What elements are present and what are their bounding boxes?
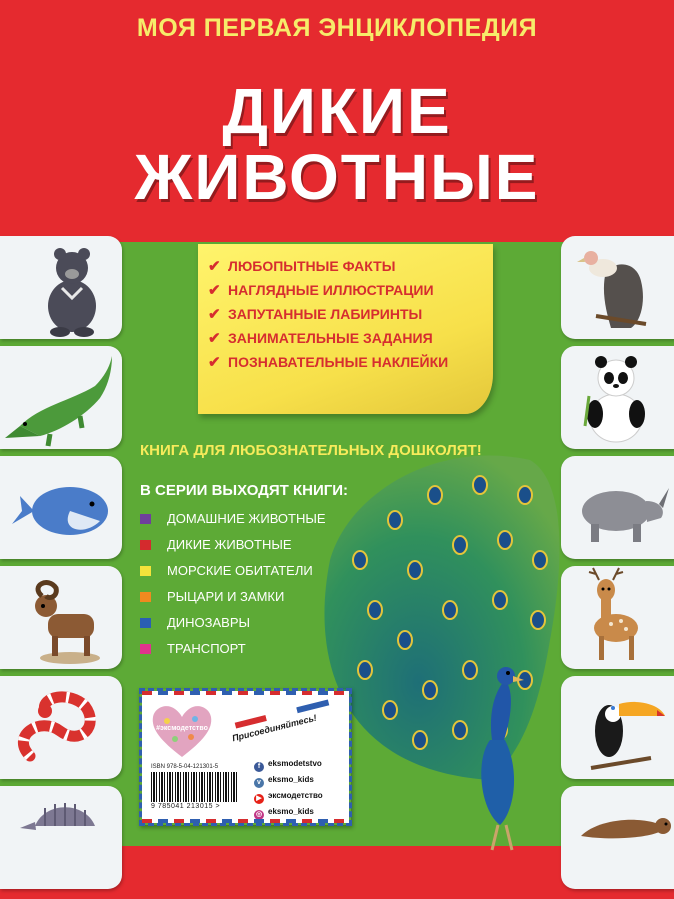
postcard-info — [139, 688, 352, 826]
animal-card-ferret — [561, 786, 674, 889]
tagline: КНИГА ДЛЯ ЛЮБОЗНАТЕЛЬНЫХ ДОШКОЛЯТ! — [140, 442, 482, 459]
checkmark-icon: ✔ — [208, 282, 221, 299]
bullet-square-icon — [140, 644, 151, 654]
goat-icon — [0, 566, 122, 669]
animal-card-rhino — [561, 456, 674, 559]
deer-icon — [561, 566, 674, 669]
animal-card-snake — [0, 676, 122, 779]
toucan-icon — [561, 676, 674, 779]
book-title-line2: ЖИВОТНЫЕ — [134, 141, 540, 213]
animal-card-toucan — [561, 676, 674, 779]
whale-icon — [0, 456, 122, 559]
series-book-item: ДИНОЗАВРЫ — [140, 610, 326, 636]
bullet-square-icon — [140, 566, 151, 576]
feature-item: ✔ ЛЮБОПЫТНЫЕ ФАКТЫ — [208, 254, 493, 278]
social-links — [254, 756, 323, 820]
animal-card-crocodile — [0, 346, 122, 449]
social-item-facebook[interactable]: f eksmodetstvo — [254, 756, 323, 772]
isbn-text: ISBN 978-5-04-121301-5 — [151, 764, 219, 770]
animal-card-deer — [561, 566, 674, 669]
armadillo-icon — [0, 786, 122, 889]
features-note — [198, 244, 493, 414]
series-book-item: МОРСКИЕ ОБИТАТЕЛИ — [140, 558, 326, 584]
feature-item: ✔ ЗАПУТАННЫЕ ЛАБИРИНТЫ — [208, 302, 493, 326]
checkmark-icon: ✔ — [208, 258, 221, 275]
rhino-icon — [561, 456, 674, 559]
social-item-instagram[interactable]: ◎ eksmo_kids — [255, 807, 314, 818]
airmail-stripe — [142, 819, 349, 823]
checkmark-icon: ✔ — [208, 330, 221, 347]
youtube-icon: ▶ — [254, 794, 264, 804]
join-label: Присоединяйтесь! — [231, 712, 318, 744]
series-book-item: ДИКИЕ ЖИВОТНЫЕ — [140, 532, 326, 558]
animal-card-bear — [0, 236, 122, 339]
barcode-number: 9 785041 213015 > — [151, 803, 221, 810]
vulture-icon — [561, 236, 674, 339]
bear-icon — [0, 236, 122, 339]
hashtag-label: #эксмодетство — [156, 725, 208, 732]
barcode-icon — [151, 772, 237, 802]
crocodile-icon — [0, 346, 122, 449]
vk-icon: v — [254, 778, 264, 788]
facebook-icon: f — [254, 762, 264, 772]
social-item-youtube[interactable]: ▶ эксмодетство — [254, 788, 323, 804]
checkmark-icon: ✔ — [208, 306, 221, 323]
bullet-square-icon — [140, 592, 151, 602]
snake-icon — [0, 676, 122, 779]
series-heading: В СЕРИИ ВЫХОДЯТ КНИГИ: — [140, 482, 349, 499]
series-book-item: ДОМАШНИЕ ЖИВОТНЫЕ — [140, 506, 326, 532]
bullet-square-icon — [140, 618, 151, 628]
airmail-stripe — [142, 691, 349, 695]
checkmark-icon: ✔ — [208, 354, 221, 371]
ferret-icon — [561, 786, 674, 889]
social-item-vk[interactable]: v eksmo_kids — [254, 772, 323, 788]
instagram-icon: ◎ — [255, 811, 263, 818]
panda-icon — [561, 346, 674, 449]
book-title-line1: ДИКИЕ — [222, 75, 452, 147]
feature-item: ✔ ЗАНИМАТЕЛЬНЫЕ ЗАДАНИЯ — [208, 326, 493, 350]
series-title: МОЯ ПЕРВАЯ ЭНЦИКЛОПЕДИЯ — [136, 14, 538, 42]
animal-card-whale — [0, 456, 122, 559]
series-books-list — [140, 506, 326, 662]
feature-item: ✔ НАГЛЯДНЫЕ ИЛЛЮСТРАЦИИ — [208, 278, 493, 302]
bullet-square-icon — [140, 540, 151, 550]
animal-card-goat — [0, 566, 122, 669]
animal-card-panda — [561, 346, 674, 449]
series-book-item: РЫЦАРИ И ЗАМКИ — [140, 584, 326, 610]
animal-card-armadillo — [0, 786, 122, 889]
feature-item: ✔ ПОЗНАВАТЕЛЬНЫЕ НАКЛЕЙКИ — [208, 350, 493, 374]
series-book-item: ТРАНСПОРТ — [140, 636, 326, 662]
bullet-square-icon — [140, 514, 151, 524]
animal-card-vulture — [561, 236, 674, 339]
